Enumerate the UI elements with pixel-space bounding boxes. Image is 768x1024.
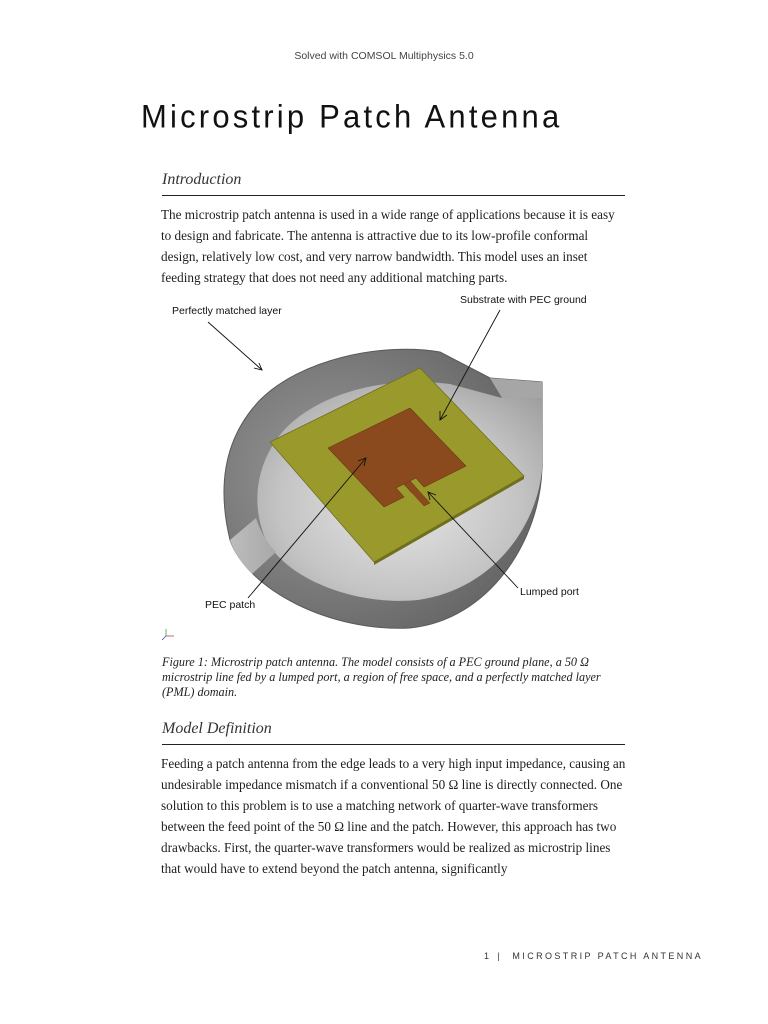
pml-label: Perfectly matched layer (172, 305, 282, 317)
page-title: Microstrip Patch Antenna (141, 98, 563, 135)
footer-separator: | (497, 951, 500, 961)
figure-caption: Figure 1: Microstrip patch antenna. The model consists of a PEC ground plane, a 50 Ω microstrip line fed by a lumped port, a region of free space, and a perfectly matched layer (PML) domain. (162, 655, 601, 699)
antenna-model-illustration (160, 290, 630, 646)
axis-triad (162, 629, 174, 640)
antenna-figure (160, 290, 630, 646)
model-definition-paragraph: Feeding a patch antenna from the edge leads to a very high input impedance, causing an undesirable impedance mismatch if a conventional 50 Ω line is directly connected. One solution to this problem is to use a matching network of quarter-wave transformers between the feed point of the 50 Ω line and the patch. However, this approach has two drawbacks. First, the quarter-wave transformers would be realized as microstrip lines that would have to extend beyond the patch antenna, significantly (161, 756, 626, 876)
substrate-label: Substrate with PEC ground (460, 294, 587, 306)
page-number: 1 (484, 951, 490, 961)
introduction-paragraph: The microstrip patch antenna is used in a wide range of applications because it is easy to design and fabricate. The antenna is attractive due to its low-profile conformal design, relatively low cost, and very narrow bandwidth. This model uses an inset feeding strategy that does not need any additional matching parts. (161, 207, 615, 285)
section-heading-introduction: Introduction (162, 171, 625, 196)
pml-arrow (208, 322, 262, 370)
section-heading-model-definition: Model Definition (162, 720, 625, 745)
page-header: Solved with COMSOL Multiphysics 5.0 (294, 50, 474, 62)
footer-title: MICROSTRIP PATCH ANTENNA (512, 951, 704, 961)
lumped-port-label: Lumped port (520, 586, 579, 598)
page-footer (484, 951, 703, 961)
pec-patch-label: PEC patch (205, 599, 256, 611)
